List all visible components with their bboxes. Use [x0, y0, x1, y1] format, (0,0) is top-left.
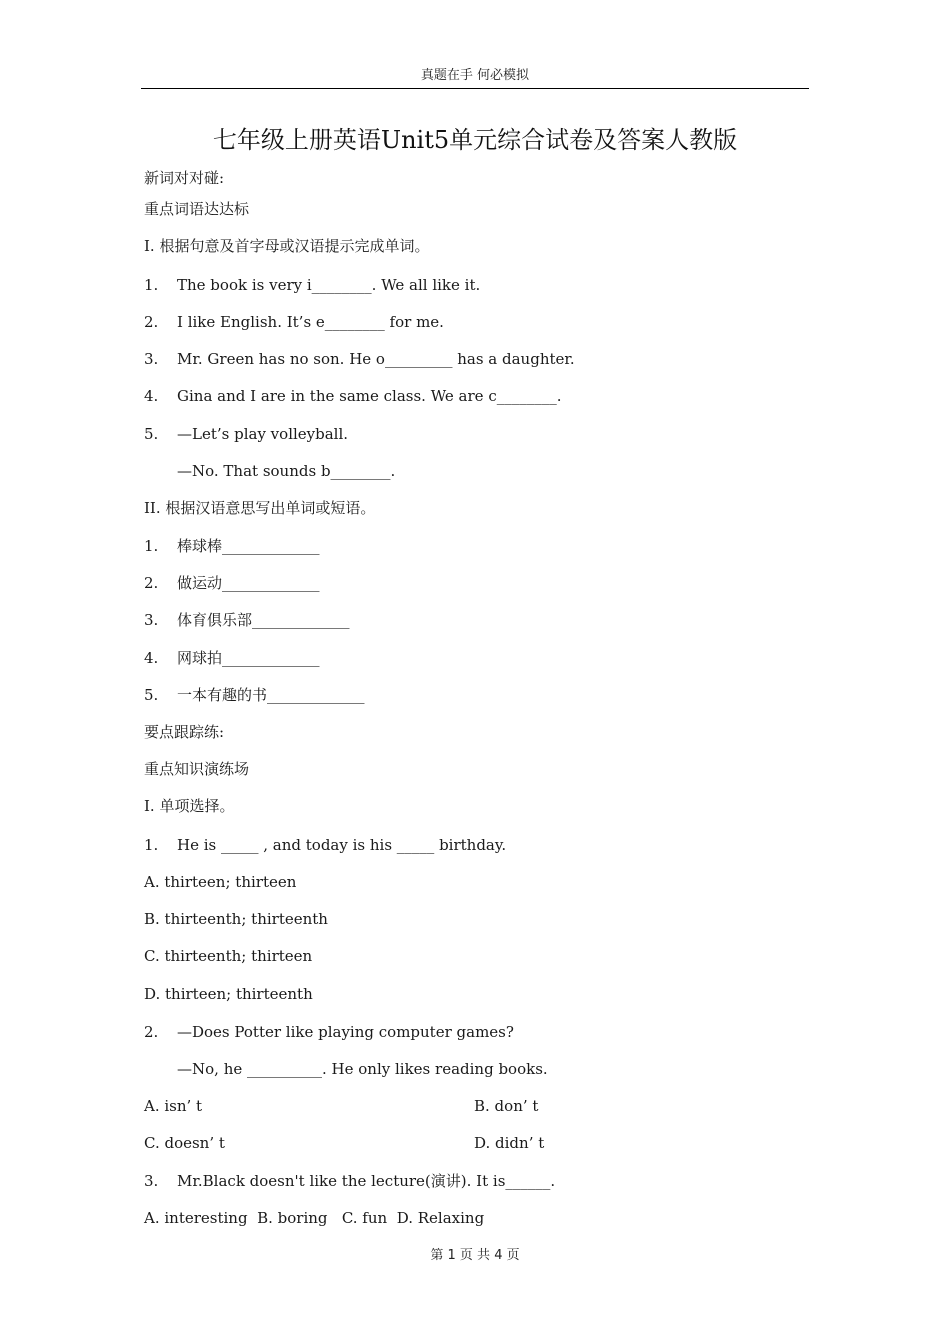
- part1-section1-title: I. 根据句意及首字母或汉语提示完成单词。: [144, 237, 430, 255]
- item-number: 3.: [144, 611, 159, 629]
- item-number: 2.: [144, 574, 159, 592]
- item-text: 一本有趣的书_____________: [177, 686, 365, 704]
- item-number: 3.: [144, 350, 159, 368]
- answer-option: D. thirteen; thirteenth: [144, 985, 313, 1003]
- item-text: 网球拍_____________: [177, 649, 320, 667]
- item-number: 4.: [144, 387, 159, 405]
- question-number: 1.: [144, 836, 159, 854]
- question: [144, 1022, 514, 1042]
- item-number: 5.: [144, 686, 159, 704]
- item-text: The book is very i________. We all like it.: [177, 276, 481, 294]
- list-item: [144, 610, 350, 630]
- item-text: Mr. Green has no son. He o_________ has a daughter.: [177, 350, 575, 368]
- part2-heading: 要点跟踪练:: [144, 723, 225, 741]
- item-text: 棒球棒_____________: [177, 537, 320, 555]
- answer-option: B. thirteenth; thirteenth: [144, 910, 328, 928]
- answer-option: B. don’ t: [474, 1097, 539, 1115]
- header-rule: [141, 88, 809, 89]
- item-number: 4.: [144, 649, 159, 667]
- list-item: [144, 573, 320, 593]
- item-number: 2.: [144, 313, 159, 331]
- part1-subheading: 重点词语达达标: [144, 200, 250, 218]
- part2-section1-title: I. 单项选择。: [144, 797, 235, 815]
- question-text: He is _____ , and today is his _____ birthday.: [177, 836, 507, 854]
- list-item: [144, 536, 320, 556]
- part1-heading: 新词对对碰:: [144, 169, 225, 187]
- answer-options-line: A. interesting B. boring C. fun D. Relaxing: [144, 1209, 485, 1227]
- answer-option: D. didn’ t: [474, 1134, 545, 1152]
- answer-option: A. thirteen; thirteen: [144, 873, 297, 891]
- answer-option: C. doesn’ t: [144, 1134, 225, 1152]
- item-text: 体育俱乐部_____________: [177, 611, 350, 629]
- item-reply: —No. That sounds b________.: [177, 462, 396, 480]
- list-item: [144, 349, 575, 369]
- part1-section2-title: II. 根据汉语意思写出单词或短语。: [144, 499, 376, 517]
- item-number: 1.: [144, 537, 159, 555]
- question: [144, 1171, 555, 1191]
- question-number: 2.: [144, 1023, 159, 1041]
- question-text: —Does Potter like playing computer games?: [177, 1023, 514, 1041]
- page-footer: 第 1 页 共 4 页: [430, 1248, 520, 1263]
- part2-subheading: 重点知识演练场: [144, 760, 250, 778]
- page-header: 真题在手 何必模拟: [420, 68, 530, 83]
- item-text: I like English. It’s e________ for me.: [177, 313, 444, 331]
- question-number: 3.: [144, 1172, 159, 1190]
- list-item: [144, 685, 365, 705]
- item-text: 做运动_____________: [177, 574, 320, 592]
- answer-option: A. isn’ t: [144, 1097, 203, 1115]
- item-number: 5.: [144, 425, 159, 443]
- page-title: 七年级上册英语Unit5单元综合试卷及答案人教版: [212, 126, 738, 154]
- item-text: —Let’s play volleyball.: [177, 425, 349, 443]
- question-text: Mr.Black doesn't like the lecture(演讲). It is______.: [177, 1172, 556, 1190]
- list-item: [144, 275, 480, 295]
- list-item: [144, 312, 444, 332]
- list-item: [144, 386, 562, 406]
- item-number: 1.: [144, 276, 159, 294]
- item-text: Gina and I are in the same class. We are c________.: [177, 387, 562, 405]
- question: [144, 835, 506, 855]
- list-item: [144, 424, 348, 444]
- list-item: [144, 648, 320, 668]
- answer-option: C. thirteenth; thirteen: [144, 947, 313, 965]
- question-reply: —No, he __________. He only likes reading books.: [177, 1060, 548, 1078]
